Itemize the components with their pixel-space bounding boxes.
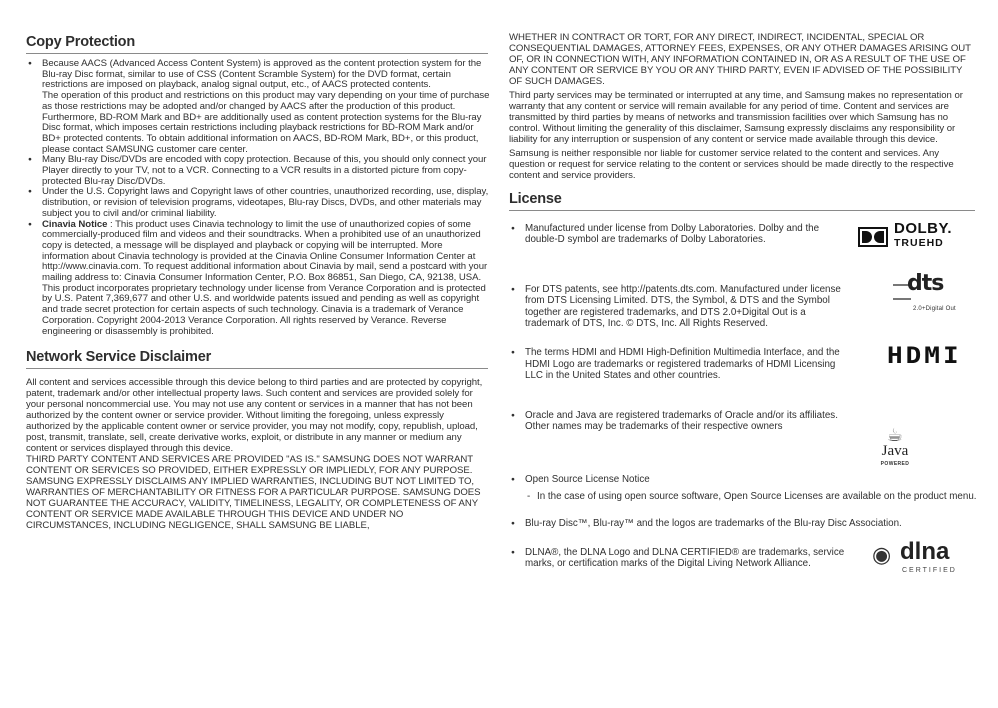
opensource-license-item bbox=[509, 474, 977, 502]
verance-paragraph: This product incorporates proprietary technology under license from Verance Corporation and is protected by U.S. Patent 7,369,677 and other U.S. and worldwide patents issued and pending as well as copyright and trade secret protection for certain aspects of such technology. Cinavia is a trademark of Verance Corporation. Copyright 2004-2013 Verance Corporation. All rights reserved by Verance. Reverse engineering or disassembly is prohibited. bbox=[42, 282, 486, 337]
opensource-subitem bbox=[525, 491, 977, 502]
hdmi-license-item bbox=[509, 343, 977, 382]
copy-protection-heading: Copy Protection bbox=[26, 34, 488, 54]
opensource-license-text: ● Open Source License Notice bbox=[525, 474, 650, 486]
cinavia-paragraph: : This product uses Cinavia technology to limit the use of unauthorized copies of some commercially-produced film and videos and their soundtracks. When a prohibited use of an unauthorized copy is detected, a message will be displayed and playback or copying will be interrupted. More information about Cinavia technology is provided at the Cinavia Online Consumer Information Center at http://www.cinavia.com. To request additional information about Cinavia by mail, send a postcard with your mailing address to: Cinavia Consumer Information Center, P.O. Box 86851, San Diego, CA, 92138, USA. bbox=[42, 218, 488, 284]
copy-protection-list bbox=[26, 59, 490, 337]
list-item bbox=[26, 220, 490, 338]
list-item bbox=[26, 187, 490, 219]
dolby-truehd-logo bbox=[858, 221, 952, 251]
hdmi-logo-word: HDMI bbox=[887, 343, 962, 370]
network-disclaimer-heading: Network Service Disclaimer bbox=[26, 349, 488, 369]
java-license-text: ● Oracle and Java are registered trademarks of Oracle and/or its affiliates. Other names may be trademarks of their respective owners bbox=[525, 409, 838, 433]
license-heading: License bbox=[509, 191, 975, 211]
dlna-logo-word: dlna bbox=[900, 537, 950, 565]
dlna-license-text: ● DLNA®, the DLNA Logo and DLNA CERTIFIED® are trademarks, service marks, or certification marks of the Digital Living Network Alliance. bbox=[525, 546, 845, 570]
double-d-icon bbox=[858, 227, 888, 247]
java-logo bbox=[875, 426, 915, 474]
interruption-paragraph: Third party services may be terminated or interrupted at any time, and Samsung makes no representation or warranty that any content or service will remain available for any period of time. Content and services are transmitted by third parties by means of networks and transmission facilities over which Samsung has no control. Without limiting the generality of this disclaimer, Samsung expressly disclaims any responsibility or liability for any interruption or suspension of any content or service made available through this device. bbox=[509, 90, 963, 145]
list-item bbox=[26, 155, 490, 187]
dts-logo-word: dts bbox=[907, 270, 944, 296]
aacs-operation-paragraph: The operation of this product and restrictions on this product may vary depending on your time of purchase as those restrictions may be adopted and/or changed by AACS after the production of this product. Furthermore, BD-ROM Mark and BD+ are additionally used as content protection systems for the Blu-ray Disc format, which imposes certain restrictions including playback restrictions for BD-ROM Mark and/or BD+ protected contents. To obtain additional information on AACS, BD-ROM Mark, BD+, or this product, please contact SAMSUNG customer care center. bbox=[42, 90, 490, 155]
dts-logo-caption: 2.0+Digital Out bbox=[913, 305, 956, 312]
java-logo-word: Java bbox=[881, 442, 909, 459]
vcr-paragraph: ● Many Blu-ray Disc/DVDs are encoded with copy protection. Because of this, you should only connect your Player directly to your TV, not to a VCR. Connecting to a VCR results in a distorted picture from copy-protected Blu-ray Disc/DVDs. bbox=[42, 154, 487, 187]
network-disclaimer-body bbox=[26, 377, 490, 531]
java-cup-icon: ☕ bbox=[886, 424, 904, 445]
truehd-logo-word: TRUEHD bbox=[894, 237, 944, 249]
dlna-certified-logo bbox=[872, 539, 976, 579]
hdmi-license-text: ● The terms HDMI and HDMI High-Definition Multimedia Interface, and the HDMI Logo are trademarks or registered trademarks of HDMI Licensing LLC in the United States and other countries. bbox=[525, 347, 840, 382]
list-item bbox=[26, 59, 490, 155]
left-column bbox=[26, 0, 490, 531]
java-logo-caption: POWERED bbox=[880, 460, 910, 467]
dlna-logo-caption: CERTIFIED bbox=[902, 566, 957, 574]
cinavia-label: Cinavia Notice bbox=[42, 218, 108, 230]
bluray-license-text: ● Blu-ray Disc™, Blu-ray™ and the logos are trademarks of the Blu-ray Disc Association. bbox=[525, 518, 902, 530]
dolby-license-item bbox=[509, 220, 977, 249]
dts-license-text: ● For DTS patents, see http://patents.dts.com. Manufactured under license from DTS Licensing Limited. DTS, the Symbol, & DTS and the Symbol together are registered trademarks, and DTS 2.0+Digital Out is a trademark of DTS, Inc. © DTS, Inc. All Rights Reserved. bbox=[525, 283, 841, 330]
copyright-paragraph: ● Under the U.S. Copyright laws and Copyright laws of other countries, unauthorized recording, use, display, distribution, or revision of television programs, videotapes, Blu-ray Discs, DVDs, and other materials may subject you to civil and/or criminal liability. bbox=[42, 186, 489, 219]
dolby-license-text: ● Manufactured under license from Dolby Laboratories. Dolby and the double-D symbol are trademarks of Dolby Laboratories. bbox=[525, 223, 820, 246]
dlna-license-item bbox=[509, 537, 977, 574]
network-paragraph-2: THIRD PARTY CONTENT AND SERVICES ARE PROVIDED "AS IS." SAMSUNG DOES NOT WARRANT CONTENT OR SERVICES SO PROVIDED, EITHER EXPRESSLY OR IMPLIEDLY, FOR ANY PURPOSE. SAMSUNG EXPRESSLY DISCLAIMS ANY IMPLIED WARRANTIES, INCLUDING BUT NOT LIMITED TO, WARRANTIES OF MERCHANTABILITY OR FITNESS FOR A PARTICULAR PURPOSE. SAMSUNG DOES NOT GUARANTEE THE ACCURACY, VALIDITY, TIMELINESS, LEGALITY, OR COMPLETENESS OF ANY CONTENT OR SERVICE MADE AVAILABLE THROUGH THIS DEVICE AND UNDER NO CIRCUMSTANCES, INCLUDING NEGLIGENCE, SHALL SAMSUNG BE LIABLE, bbox=[26, 454, 481, 532]
opensource-subitem-text: In the case of using open source software, Open Source Licenses are available on the product menu. bbox=[537, 490, 977, 502]
dolby-logo-word: DOLBY. bbox=[894, 220, 953, 237]
java-license-item bbox=[509, 409, 977, 467]
customer-service-paragraph: Samsung is neither responsible nor liable for customer service related to the content and services. Any question or request for service relating to the content or services should be made directly to the respective content and service providers. bbox=[509, 148, 954, 181]
hdmi-logo bbox=[887, 343, 977, 370]
dts-logo bbox=[893, 270, 965, 314]
liability-paragraph: WHETHER IN CONTRACT OR TORT, FOR ANY DIRECT, INDIRECT, INCIDENTAL, SPECIAL OR CONSEQUENTIAL DAMAGES, ATTORNEY FEES, EXPENSES, OR ANY OTHER DAMAGES ARISING OUT OF, OR IN CONNECTION WITH, ANY INFORMATION CONTAINED IN, OR AS A RESULT OF THE USE OF ANY CONTENT OR SERVICE BY YOU OR ANY THIRD PARTY, EVEN IF ADVISED OF THE POSSIBILITY OF SUCH DAMAGES. bbox=[509, 32, 971, 87]
aacs-paragraph: ● Because AACS (Advanced Access Content System) is approved as the content protection system for the Blu-ray Disc format, similar to use of CSS (Content Scramble System) for the DVD format, certain restrictions are imposed on playback, analog signal output, etc., of AACS protected contents. bbox=[42, 58, 482, 91]
right-column bbox=[509, 32, 977, 574]
network-paragraph-1: All content and services accessible through this device belong to third parties and are protected by copyright, patent, trademark and/or other intellectual property laws. Such content and services are provided solely for your personal noncommercial use. You may not use any content or services in a manner that has not been authorized by the content owner or service provider. Without limiting the foregoing, unless expressly authorized by the applicable content owner or service provider, you may not modify, copy, republish, upload, post, transmit, translate, sell, create derivative works, exploit, or distribute in any manner or medium any content or services displayed through this device. bbox=[26, 377, 483, 455]
bluray-license-item bbox=[509, 518, 977, 529]
dts-license-item bbox=[509, 270, 977, 330]
dlna-globe-icon: ◉ bbox=[872, 541, 892, 567]
